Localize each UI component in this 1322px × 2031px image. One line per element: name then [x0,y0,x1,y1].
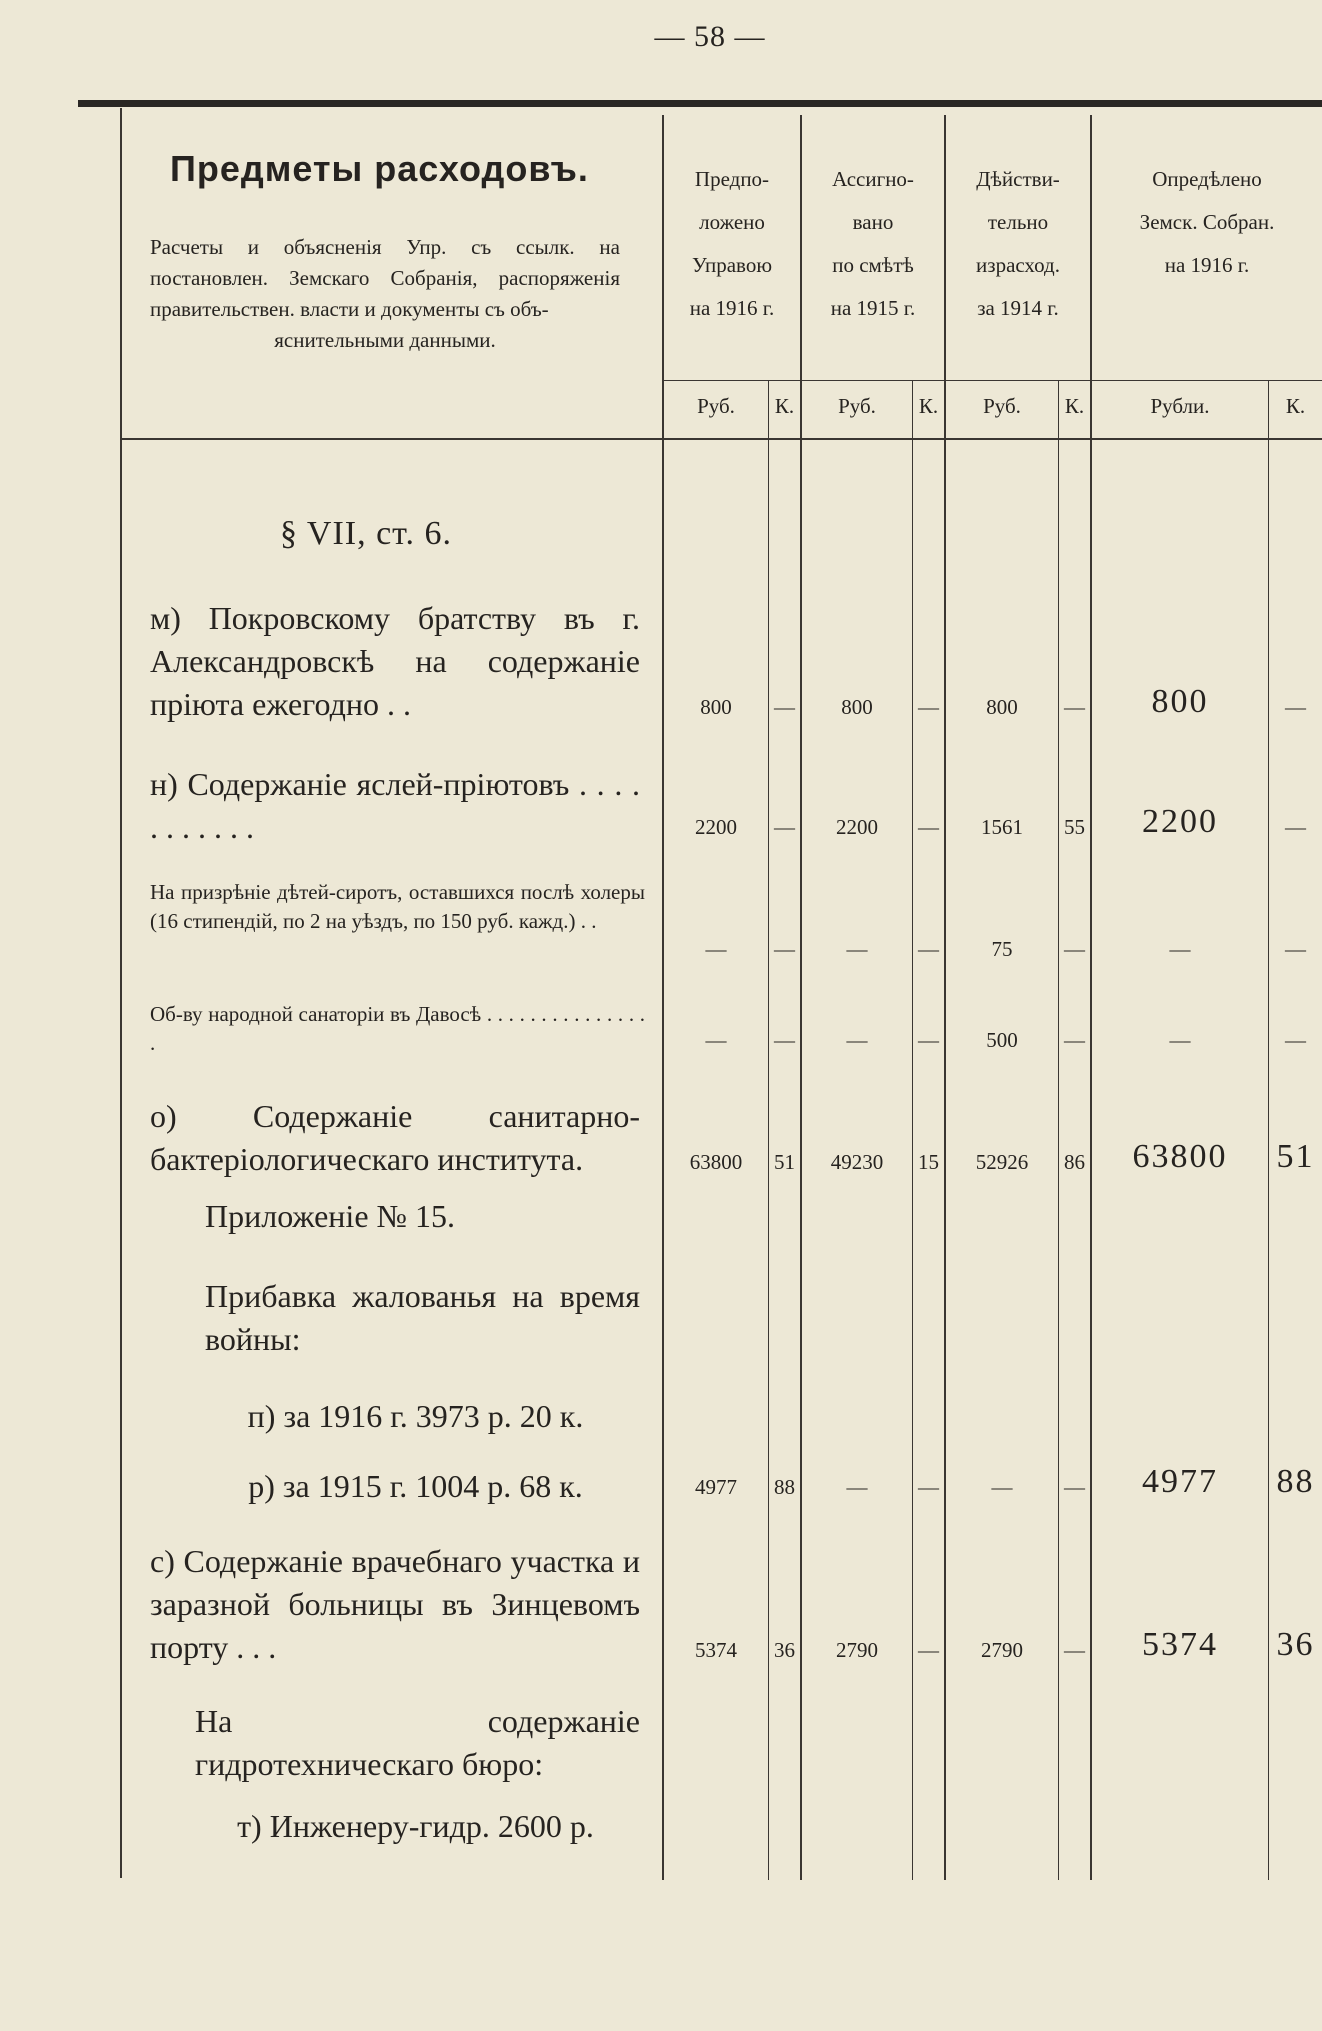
cell-value: 15 [918,1150,939,1174]
cell-value: 36 [1276,1626,1315,1663]
cell-value: 86 [1064,1150,1085,1174]
cell-value: — [846,937,868,961]
cell-value: — [1064,937,1085,961]
cell-value: — [705,1028,727,1052]
unit-kop: К. [774,394,795,418]
column-header-line: ложено [699,210,765,234]
column-header-line: Ассигно- [832,167,914,191]
cell-value: — [774,815,795,839]
row-text: Об-ву народной санаторіи въ Давосѣ . . . . . . . . . . . . . . . . [150,1002,645,1055]
row-text: Прибавка жалованья на время войны: [205,1278,640,1357]
column-header-line: израсход. [976,253,1060,277]
cell-value: 51 [1276,1138,1315,1175]
column-header-assigned [802,158,944,330]
cell-value: 36 [774,1638,795,1662]
row-text: м) Покровскому братству въ г. Александровскѣ на содержаніе пріюта ежегодно . . [150,600,640,722]
cell-value: 4977 [695,1475,737,1499]
cell-value: 500 [986,1028,1018,1052]
cell-value: — [774,695,795,719]
cell-value: — [1285,695,1306,719]
cell-value: — [705,937,727,961]
cell-value: 63800 [689,1150,743,1174]
row-text: На призрѣніе дѣтей-сиротъ, оставшихся послѣ холеры (16 стипендій, по 2 на уѣздъ, по 150 руб. кажд.) . . [150,880,645,933]
unit-rub: Рубли. [1150,394,1210,418]
cell-value: 51 [774,1150,795,1174]
cell-value: — [1285,1028,1306,1052]
row-text: о) Содержаніе санитарно-бактеріологическаго института. [150,1098,640,1177]
cell-value: 5374 [695,1638,737,1662]
cell-value: 1561 [981,815,1023,839]
column-header-determined [1092,158,1322,287]
column-header-line: вано [852,210,894,234]
unit-rub: Руб. [697,394,735,418]
cell-value: 800 [1151,683,1209,720]
top-rule [78,100,1322,107]
cell-value: — [991,1475,1013,1499]
column-header-line: на 1915 г. [830,296,916,320]
cell-value: 88 [774,1475,795,1499]
cell-value: 88 [1276,1463,1315,1500]
column-header-line: по смѣтѣ [832,253,914,277]
row-text: н) Содержаніе яслей-пріютовъ . . . . . . . . . . . [150,766,640,845]
row-text: Приложеніе № 15. [205,1198,456,1234]
section-heading: § VII, ст. 6. [280,515,452,552]
column-header-line: на 1916 г. [1164,253,1250,277]
column-header-proposed [664,158,800,330]
cell-value: — [846,1028,868,1052]
cell-value: — [1064,1028,1085,1052]
cell-value: — [1169,1028,1191,1052]
cell-value: — [1169,937,1191,961]
column-header-actual [946,158,1090,330]
cell-value: 75 [991,937,1013,961]
cell-value: — [774,937,795,961]
column-header-line: Дѣйстви- [976,167,1060,191]
cell-value: 2200 [836,815,878,839]
header-bottom-rule [120,438,1322,440]
row-text: На содержаніе гидротехническаго бюро: [195,1703,640,1782]
row-text: с) Содержаніе врачебнаго участка и заразной больницы въ Зинцевомъ порту . . . [150,1543,640,1665]
unit-rub: Руб. [838,394,876,418]
table-left-border [120,108,122,1878]
column-header-line: за 1914 г. [977,296,1059,320]
cell-value: — [918,815,939,839]
cell-value: — [1064,695,1085,719]
cell-value: 55 [1064,815,1085,839]
row-text: т) Инженеру-гидр. 2600 р. [237,1808,594,1844]
cell-value: 800 [700,695,732,719]
unit-kop: К. [1285,394,1306,418]
cell-value: 49230 [830,1150,884,1174]
cell-value: — [1285,937,1306,961]
unit-kop: К. [918,394,939,418]
cell-value: — [846,1475,868,1499]
column-header-line: на 1916 г. [689,296,775,320]
cell-value: — [1285,815,1306,839]
row-text: р) за 1915 г. 1004 р. 68 к. [248,1468,583,1504]
cell-value: 2200 [1142,803,1218,840]
cell-value: — [918,937,939,961]
cell-value: — [1064,1475,1085,1499]
cell-value: — [1064,1638,1085,1662]
description-text: Расчеты и объясненія Упр. съ ссылк. на постановлен. Земскаго Собранія, распоряженія правительствен. власти и документы съ объ- [150,235,620,321]
column-title: Предметы расходовъ. [170,148,589,189]
header-divider [662,380,1322,381]
cell-value: 2790 [836,1638,878,1662]
cell-value: — [918,695,939,719]
cell-value: 800 [841,695,873,719]
cell-value: — [918,1028,939,1052]
column-description [150,232,620,356]
column-header-line: Управою [691,253,773,277]
unit-rub: Руб. [983,394,1021,418]
page-number: — 58 — [654,20,766,53]
cell-value: 63800 [1132,1138,1228,1175]
row-text: п) за 1916 г. 3973 р. 20 к. [247,1398,584,1434]
cell-value: 2790 [981,1638,1023,1662]
cell-value: 5374 [1142,1626,1218,1663]
column-header-line: Опредѣлено [1152,167,1262,191]
cell-value: — [774,1028,795,1052]
column-header-line: Земск. Собран. [1139,210,1275,234]
column-header-line: тельно [987,210,1049,234]
cell-value: — [918,1638,939,1662]
description-text-last: яснительными данными. [274,328,496,352]
cell-value: 4977 [1142,1463,1218,1500]
cell-value: — [918,1475,939,1499]
cell-value: 2200 [695,815,737,839]
cell-value: 800 [986,695,1018,719]
column-header-line: Предпо- [694,167,770,191]
cell-value: 52926 [975,1150,1029,1174]
unit-kop: К. [1064,394,1085,418]
